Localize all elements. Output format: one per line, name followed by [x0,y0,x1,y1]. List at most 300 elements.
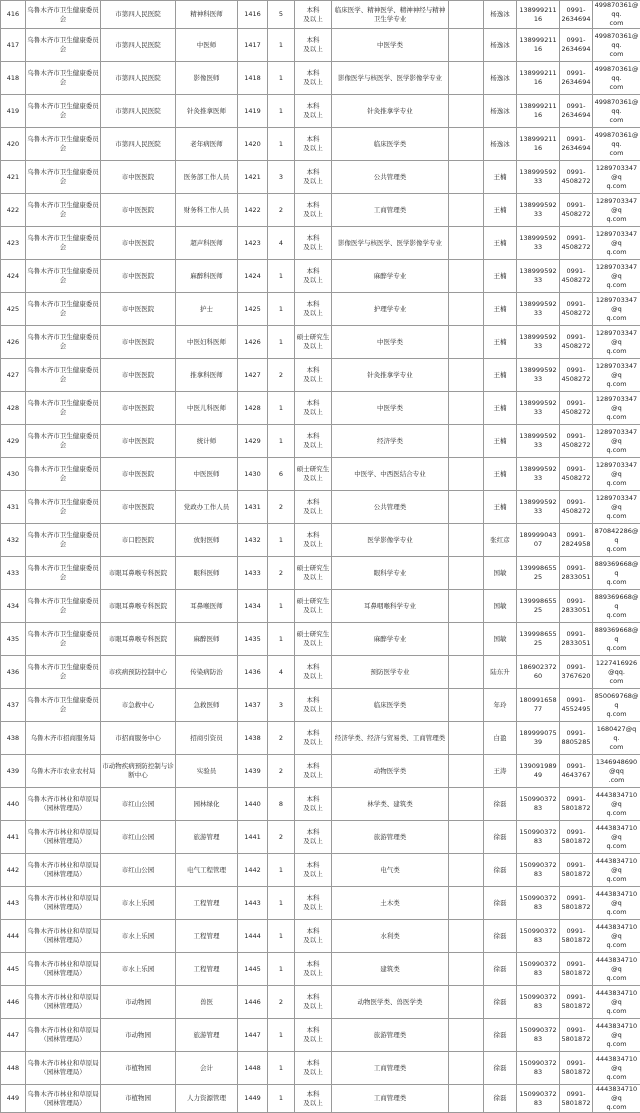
contact-mobile-cell: 15099037283 [517,821,560,854]
position-name-cell: 护士 [176,293,238,326]
table-row [1,326,640,359]
education-cell: 本科 及以上 [295,722,332,755]
employer-unit-cell: 市中医医院 [101,392,176,425]
education-cell: 本科 及以上 [295,986,332,1019]
position-code-cell: 1423 [238,227,268,260]
headcount-cell: 1 [268,293,295,326]
contact-mobile-cell: 13999865525 [517,623,560,656]
table-row [1,95,640,128]
position-name-cell: 传染病防治 [176,656,238,689]
position-code-cell: 1426 [238,326,268,359]
table-row [1,557,640,590]
employer-unit-cell: 市中医医院 [101,161,176,194]
headcount-cell: 1 [268,425,295,458]
employer-unit-cell: 市植物园 [101,1085,176,1113]
education-cell: 本科 及以上 [295,128,332,161]
department-cell: 乌鲁木齐市卫生健康委员会 [26,62,101,95]
position-code-cell: 1429 [238,425,268,458]
other-requirement-cell [449,524,484,557]
contact-email-cell: 889369668@q q.com [593,590,640,623]
contact-person-cell: 王楠 [484,161,517,194]
contact-person-cell: 王楠 [484,293,517,326]
position-code-cell: 1430 [238,458,268,491]
contact-person-cell: 徐磊 [484,920,517,953]
contact-person-cell: 杨逸冰 [484,128,517,161]
department-cell: 乌鲁木齐市林业和草原局（园林管理局） [26,887,101,920]
position-code-cell: 1444 [238,920,268,953]
contact-person-cell: 王楠 [484,359,517,392]
contact-mobile-cell: 15099037283 [517,1052,560,1085]
contact-phone-cell: 0991- 5801872 [560,887,593,920]
row-number-cell: 436 [1,656,26,689]
contact-email-cell: 499870361@qq. com [593,128,640,161]
contact-email-cell: 1289703347@q q.com [593,260,640,293]
contact-email-cell: 889369668@q q.com [593,623,640,656]
contact-mobile-cell: 13899959233 [517,359,560,392]
department-cell: 乌鲁木齐市卫生健康委员会 [26,458,101,491]
headcount-cell: 2 [268,194,295,227]
major-requirement-cell: 影像医学与核医学、医学影像学专业 [332,227,449,260]
table-row [1,854,640,887]
contact-email-cell: 870842286@q q.com [593,524,640,557]
employer-unit-cell: 市眼耳鼻喉专科医院 [101,557,176,590]
contact-mobile-cell: 13899921116 [517,29,560,62]
position-name-cell: 财务科工作人员 [176,194,238,227]
contact-email-cell: 4443834710@q q.com [593,1085,640,1113]
contact-email-cell: 4443834710@q q.com [593,920,640,953]
other-requirement-cell [449,722,484,755]
other-requirement-cell [449,161,484,194]
other-requirement-cell [449,29,484,62]
department-cell: 乌鲁木齐市卫生健康委员会 [26,656,101,689]
other-requirement-cell [449,623,484,656]
employer-unit-cell: 市疾病预防控制中心 [101,656,176,689]
other-requirement-cell [449,1,484,29]
other-requirement-cell [449,62,484,95]
employer-unit-cell: 市红山公园 [101,821,176,854]
table-row [1,1085,640,1113]
position-name-cell: 医务部工作人员 [176,161,238,194]
contact-person-cell: 白盈 [484,722,517,755]
headcount-cell: 8 [268,788,295,821]
contact-mobile-cell: 18999907539 [517,722,560,755]
position-code-cell: 1437 [238,689,268,722]
position-name-cell: 精神科医师 [176,1,238,29]
major-requirement-cell: 针灸推拿学专业 [332,95,449,128]
contact-mobile-cell: 13999865525 [517,557,560,590]
major-requirement-cell: 动物医学类 [332,755,449,788]
table-row [1,821,640,854]
contact-phone-cell: 0991- 5801872 [560,1052,593,1085]
contact-email-cell: 4443834710@q q.com [593,986,640,1019]
headcount-cell: 1 [268,1019,295,1052]
contact-phone-cell: 0991- 4552495 [560,689,593,722]
contact-mobile-cell: 15099037283 [517,986,560,1019]
employer-unit-cell: 市植物园 [101,1052,176,1085]
position-code-cell: 1446 [238,986,268,1019]
major-requirement-cell: 针灸推拿学专业 [332,359,449,392]
contact-phone-cell: 0991- 2833051 [560,623,593,656]
contact-phone-cell: 0991- 4643767 [560,755,593,788]
row-number-cell: 442 [1,854,26,887]
department-cell: 乌鲁木齐市林业和草原局（园林管理局） [26,821,101,854]
contact-phone-cell: 0991- 4508272 [560,326,593,359]
table-row [1,524,640,557]
major-requirement-cell: 林学类、建筑类 [332,788,449,821]
position-name-cell: 实验员 [176,755,238,788]
education-cell: 本科 及以上 [295,491,332,524]
contact-email-cell: 1289703347@q q.com [593,227,640,260]
education-cell: 本科 及以上 [295,755,332,788]
department-cell: 乌鲁木齐市林业和草原局（园林管理局） [26,854,101,887]
position-name-cell: 兽医 [176,986,238,1019]
table-row [1,359,640,392]
headcount-cell: 1 [268,62,295,95]
contact-mobile-cell: 13899959233 [517,161,560,194]
other-requirement-cell [449,755,484,788]
education-cell: 本科 及以上 [295,425,332,458]
contact-phone-cell: 0991- 5801872 [560,821,593,854]
education-cell: 硕士研究生 及以上 [295,557,332,590]
department-cell: 乌鲁木齐市卫生健康委员会 [26,623,101,656]
row-number-cell: 437 [1,689,26,722]
headcount-cell: 1 [268,623,295,656]
position-code-cell: 1420 [238,128,268,161]
major-requirement-cell: 中医学类 [332,326,449,359]
other-requirement-cell [449,392,484,425]
other-requirement-cell [449,920,484,953]
row-number-cell: 424 [1,260,26,293]
table-row [1,293,640,326]
employer-unit-cell: 市红山公园 [101,788,176,821]
department-cell: 乌鲁木齐市卫生健康委员会 [26,260,101,293]
table-row [1,656,640,689]
position-name-cell: 工程管理 [176,887,238,920]
row-number-cell: 432 [1,524,26,557]
major-requirement-cell: 中医学类 [332,29,449,62]
table-row [1,227,640,260]
row-number-cell: 440 [1,788,26,821]
row-number-cell: 422 [1,194,26,227]
table-row [1,62,640,95]
position-code-cell: 1418 [238,62,268,95]
major-requirement-cell: 麻醉学专业 [332,260,449,293]
row-number-cell: 425 [1,293,26,326]
table-row [1,128,640,161]
contact-email-cell: 4443834710@q q.com [593,1019,640,1052]
headcount-cell: 1 [268,95,295,128]
headcount-cell: 1 [268,590,295,623]
contact-mobile-cell: 13899921116 [517,95,560,128]
education-cell: 本科 及以上 [295,854,332,887]
major-requirement-cell: 预防医学专业 [332,656,449,689]
major-requirement-cell: 土木类 [332,887,449,920]
contact-person-cell: 徐磊 [484,1085,517,1113]
position-name-cell: 放射医师 [176,524,238,557]
headcount-cell: 2 [268,722,295,755]
row-number-cell: 430 [1,458,26,491]
table-row [1,29,640,62]
headcount-cell: 4 [268,227,295,260]
contact-person-cell: 杨逸冰 [484,62,517,95]
row-number-cell: 418 [1,62,26,95]
headcount-cell: 1 [268,524,295,557]
position-name-cell: 眼科医师 [176,557,238,590]
other-requirement-cell [449,689,484,722]
contact-email-cell: 4443834710@q q.com [593,887,640,920]
department-cell: 乌鲁木齐市卫生健康委员会 [26,557,101,590]
headcount-cell: 3 [268,161,295,194]
department-cell: 乌鲁木齐市卫生健康委员会 [26,194,101,227]
other-requirement-cell [449,128,484,161]
employer-unit-cell: 市眼耳鼻喉专科医院 [101,590,176,623]
major-requirement-cell: 公共管理类 [332,161,449,194]
other-requirement-cell [449,986,484,1019]
education-cell: 本科 及以上 [295,524,332,557]
contact-mobile-cell: 15099037283 [517,854,560,887]
contact-person-cell: 杨逸冰 [484,95,517,128]
major-requirement-cell: 旅游管理类 [332,821,449,854]
contact-person-cell: 徐磊 [484,854,517,887]
department-cell: 乌鲁木齐市卫生健康委员会 [26,524,101,557]
contact-mobile-cell: 13899959233 [517,293,560,326]
education-cell: 硕士研究生 及以上 [295,326,332,359]
contact-email-cell: 1289703347@q q.com [593,326,640,359]
contact-phone-cell: 0991- 4508272 [560,491,593,524]
position-code-cell: 1427 [238,359,268,392]
table-row [1,788,640,821]
position-name-cell: 会计 [176,1052,238,1085]
position-code-cell: 1431 [238,491,268,524]
row-number-cell: 449 [1,1085,26,1113]
contact-email-cell: 499870361@qq. com [593,29,640,62]
education-cell: 本科 及以上 [295,788,332,821]
employer-unit-cell: 市动物园 [101,1019,176,1052]
position-code-cell: 1421 [238,161,268,194]
other-requirement-cell [449,95,484,128]
other-requirement-cell [449,788,484,821]
contact-mobile-cell: 13899959233 [517,260,560,293]
education-cell: 本科 及以上 [295,689,332,722]
position-name-cell: 工程管理 [176,920,238,953]
contact-email-cell: 499870361@qq. com [593,95,640,128]
position-name-cell: 工程管理 [176,953,238,986]
headcount-cell: 1 [268,29,295,62]
position-code-cell: 1417 [238,29,268,62]
position-name-cell: 影像医师 [176,62,238,95]
department-cell: 乌鲁木齐市卫生健康委员会 [26,227,101,260]
other-requirement-cell [449,194,484,227]
table-row [1,590,640,623]
department-cell: 乌鲁木齐市林业和草原局（园林管理局） [26,1085,101,1113]
row-number-cell: 417 [1,29,26,62]
other-requirement-cell [449,854,484,887]
position-code-cell: 1435 [238,623,268,656]
employer-unit-cell: 市眼耳鼻喉专科医院 [101,623,176,656]
major-requirement-cell: 旅游管理类 [332,1019,449,1052]
contact-person-cell: 徐磊 [484,788,517,821]
contact-mobile-cell: 13899959233 [517,194,560,227]
major-requirement-cell: 工商管理类 [332,1085,449,1113]
contact-mobile-cell: 15099037283 [517,887,560,920]
table-row [1,722,640,755]
contact-person-cell: 陆东升 [484,656,517,689]
headcount-cell: 1 [268,887,295,920]
contact-email-cell: 1289703347@q q.com [593,491,640,524]
position-code-cell: 1438 [238,722,268,755]
department-cell: 乌鲁木齐市林业和草原局（园林管理局） [26,953,101,986]
contact-person-cell: 徐磊 [484,887,517,920]
department-cell: 乌鲁木齐市卫生健康委员会 [26,326,101,359]
major-requirement-cell: 工商管理类 [332,194,449,227]
major-requirement-cell: 中医学、中西医结合专业 [332,458,449,491]
contact-person-cell: 王楠 [484,260,517,293]
contact-person-cell: 王楠 [484,326,517,359]
contact-phone-cell: 0991- 5801872 [560,986,593,1019]
contact-email-cell: 1346948690@qq .com [593,755,640,788]
contact-phone-cell: 0991- 8805285 [560,722,593,755]
position-name-cell: 中医妇科医师 [176,326,238,359]
position-name-cell: 中医医师 [176,458,238,491]
position-name-cell: 中医儿科医师 [176,392,238,425]
contact-mobile-cell: 13899959233 [517,491,560,524]
headcount-cell: 2 [268,359,295,392]
contact-mobile-cell: 13899921116 [517,62,560,95]
contact-email-cell: 4443834710@q q.com [593,821,640,854]
contact-mobile-cell: 15099037283 [517,920,560,953]
contact-phone-cell: 0991- 2833051 [560,557,593,590]
position-code-cell: 1424 [238,260,268,293]
contact-person-cell: 张红彦 [484,524,517,557]
position-name-cell: 招商引资员 [176,722,238,755]
position-code-cell: 1440 [238,788,268,821]
table-row [1,1,640,29]
contact-mobile-cell: 13899921116 [517,1,560,29]
major-requirement-cell: 麻醉学专业 [332,623,449,656]
contact-person-cell: 徐磊 [484,953,517,986]
row-number-cell: 435 [1,623,26,656]
department-cell: 乌鲁木齐市卫生健康委员会 [26,29,101,62]
employer-unit-cell: 市第四人民医院 [101,29,176,62]
position-name-cell: 统计师 [176,425,238,458]
headcount-cell: 1 [268,128,295,161]
row-number-cell: 421 [1,161,26,194]
contact-phone-cell: 0991- 3767620 [560,656,593,689]
headcount-cell: 4 [268,656,295,689]
other-requirement-cell [449,953,484,986]
education-cell: 本科 及以上 [295,62,332,95]
headcount-cell: 1 [268,920,295,953]
position-code-cell: 1439 [238,755,268,788]
table-body [1,1,640,1113]
row-number-cell: 439 [1,755,26,788]
contact-person-cell: 国敏 [484,557,517,590]
major-requirement-cell: 水利类 [332,920,449,953]
department-cell: 乌鲁木齐市卫生健康委员会 [26,392,101,425]
contact-mobile-cell: 18690237260 [517,656,560,689]
position-name-cell: 旅游管理 [176,1019,238,1052]
position-name-cell: 麻醉医师 [176,623,238,656]
contact-person-cell: 徐磊 [484,821,517,854]
employer-unit-cell: 市动物园 [101,986,176,1019]
contact-mobile-cell: 13999865525 [517,590,560,623]
headcount-cell: 1 [268,392,295,425]
department-cell: 乌鲁木齐市林业和草原局（园林管理局） [26,788,101,821]
contact-phone-cell: 0991- 4508272 [560,194,593,227]
other-requirement-cell [449,590,484,623]
row-number-cell: 433 [1,557,26,590]
position-code-cell: 1433 [238,557,268,590]
contact-phone-cell: 0991- 2634694 [560,128,593,161]
table-row [1,689,640,722]
position-name-cell: 中医师 [176,29,238,62]
contact-email-cell: 1289703347@q q.com [593,293,640,326]
major-requirement-cell: 经济学类 [332,425,449,458]
major-requirement-cell: 眼科学专业 [332,557,449,590]
contact-email-cell: 499870361@qq. com [593,1,640,29]
education-cell: 本科 及以上 [295,260,332,293]
employer-unit-cell: 市红山公园 [101,854,176,887]
position-code-cell: 1422 [238,194,268,227]
employer-unit-cell: 市招商服务中心 [101,722,176,755]
education-cell: 本科 及以上 [295,95,332,128]
employer-unit-cell: 市中医医院 [101,227,176,260]
row-number-cell: 416 [1,1,26,29]
employer-unit-cell: 市动物疾病预防控制与诊断中心 [101,755,176,788]
position-name-cell: 人力资源管理 [176,1085,238,1113]
contact-phone-cell: 0991- 2634694 [560,95,593,128]
table-row [1,425,640,458]
headcount-cell: 2 [268,491,295,524]
position-code-cell: 1432 [238,524,268,557]
contact-phone-cell: 0991- 2634694 [560,1,593,29]
contact-mobile-cell: 13899959233 [517,458,560,491]
table-row [1,887,640,920]
major-requirement-cell: 经济学类、经济与贸易类、工商管理类 [332,722,449,755]
headcount-cell: 2 [268,557,295,590]
major-requirement-cell: 中医学类 [332,392,449,425]
contact-person-cell: 年玲 [484,689,517,722]
contact-mobile-cell: 18999904307 [517,524,560,557]
department-cell: 乌鲁木齐市卫生健康委员会 [26,161,101,194]
position-name-cell: 电气工程管理 [176,854,238,887]
employer-unit-cell: 市中医医院 [101,425,176,458]
department-cell: 乌鲁木齐市卫生健康委员会 [26,590,101,623]
contact-phone-cell: 0991- 5801872 [560,788,593,821]
position-code-cell: 1434 [238,590,268,623]
major-requirement-cell: 建筑类 [332,953,449,986]
contact-person-cell: 王楠 [484,458,517,491]
position-code-cell: 1445 [238,953,268,986]
table-row [1,1019,640,1052]
other-requirement-cell [449,293,484,326]
education-cell: 本科 及以上 [295,29,332,62]
department-cell: 乌鲁木齐市卫生健康委员会 [26,491,101,524]
contact-email-cell: 1289703347@q q.com [593,425,640,458]
education-cell: 本科 及以上 [295,227,332,260]
department-cell: 乌鲁木齐市卫生健康委员会 [26,689,101,722]
contact-email-cell: 1227416926@qq. com [593,656,640,689]
row-number-cell: 434 [1,590,26,623]
table-row [1,1052,640,1085]
major-requirement-cell: 医学影像学专业 [332,524,449,557]
contact-person-cell: 徐磊 [484,1052,517,1085]
contact-mobile-cell: 13899959233 [517,392,560,425]
other-requirement-cell [449,1085,484,1113]
employer-unit-cell: 市口腔医院 [101,524,176,557]
contact-email-cell: 1289703347@q q.com [593,359,640,392]
headcount-cell: 2 [268,986,295,1019]
